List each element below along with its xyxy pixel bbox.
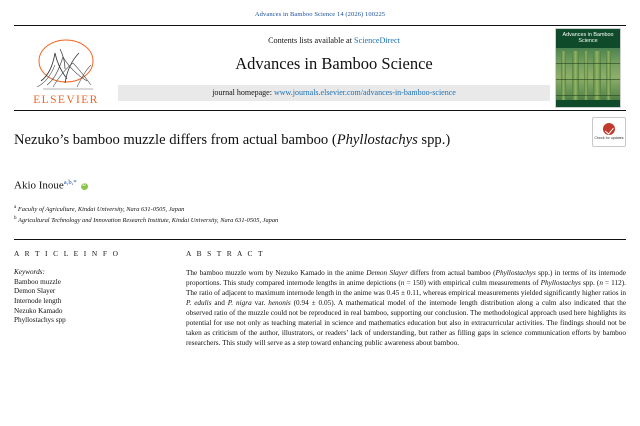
orcid-icon[interactable] xyxy=(81,183,88,190)
contents-line xyxy=(268,36,400,45)
abstract-italic-term: n xyxy=(400,278,405,287)
abstract-segment: var. xyxy=(251,299,269,307)
affiliation-marker-a: a xyxy=(14,204,17,210)
crossmark-badge[interactable] xyxy=(592,117,626,147)
abstract-segment: The bamboo muzzle worn by Nezuko Kamado in the anime xyxy=(186,268,367,277)
sciencedirect-link[interactable]: ScienceDirect xyxy=(354,35,400,45)
affiliation-text-a: Faculty of Agriculture, Kindai University, Nara 631-0505, Japan xyxy=(17,205,185,213)
article-info-heading: A R T I C L E I N F O xyxy=(14,248,120,258)
abstract-column xyxy=(186,249,626,349)
author-affiliation-marker: a,b,* xyxy=(63,179,77,186)
author-name: Akio Inoue xyxy=(14,179,64,192)
journal-homepage-bar xyxy=(118,85,550,101)
publisher-logo xyxy=(14,26,118,110)
keyword-item: Bamboo muzzle xyxy=(14,277,61,286)
keyword-item: Phyllostachys spp xyxy=(14,316,66,325)
title-part-2: spp.) xyxy=(417,132,451,148)
affiliations xyxy=(14,203,626,226)
elsevier-tree-icon xyxy=(25,35,107,93)
abstract-italic-term: P. edulis xyxy=(186,299,212,307)
homepage-prefix: journal homepage: xyxy=(212,88,274,97)
crossmark-label: Check for updates xyxy=(594,136,624,141)
abstract-heading: A B S T R A C T xyxy=(186,248,265,258)
abstract-italic-term: henonis xyxy=(268,299,291,307)
affiliation-b xyxy=(14,214,626,226)
journal-homepage-link[interactable]: www.journals.elsevier.com/advances-in-bamboo-science xyxy=(273,88,456,97)
cover-title: Advances in Bamboo Science xyxy=(556,29,620,48)
abstract-segment: and xyxy=(211,299,228,307)
masthead-center xyxy=(118,26,550,110)
running-head: Advances in Bamboo Science 14 (2026) 100225 xyxy=(254,11,386,18)
abstract-segment: = 150) with empirical culm measurements of xyxy=(404,278,541,287)
cover-bamboo-graphic xyxy=(556,51,620,107)
keywords-label: Keywords: xyxy=(14,267,45,276)
abstract-italic-term: Phyllostachys xyxy=(540,278,581,287)
abstract-italic-term: Phyllostachys xyxy=(495,268,536,277)
keyword-item: Demon Slayer xyxy=(14,287,56,296)
title-genus: Phyllostachys xyxy=(336,132,418,148)
article-info-column xyxy=(14,249,186,349)
abstract-text xyxy=(186,268,626,349)
affiliation-text-b: Agricultural Technology and Innovation Research Institute, Kindai University, Nara 631-0505, Japan xyxy=(17,217,279,225)
title-part-1: Nezuko’s bamboo muzzle differs from actual bamboo ( xyxy=(14,132,337,148)
contents-prefix: Contents lists available at xyxy=(268,35,355,45)
abstract-italic-term: n xyxy=(599,278,603,287)
cover-footer-band xyxy=(556,100,620,107)
abstract-segment: differs from actual bamboo ( xyxy=(407,268,496,277)
elsevier-wordmark: ELSEVIER xyxy=(33,93,99,106)
keyword-item: Internode length xyxy=(14,296,62,305)
info-abstract-columns xyxy=(14,239,626,349)
abstract-italic-term: Demon Slayer xyxy=(366,268,408,277)
title-block xyxy=(14,131,626,165)
affiliation-marker-b: b xyxy=(14,216,17,222)
keyword-item: Nezuko Kamado xyxy=(14,306,63,315)
crossmark-check-icon xyxy=(603,123,615,135)
journal-cover-image xyxy=(555,28,621,108)
abstract-segment: spp.) in terms of its internode proportions. This study compared internode lengths in anime depictions ( xyxy=(186,268,626,287)
journal-title: Advances in Bamboo Science xyxy=(235,53,433,73)
page-title xyxy=(14,131,626,149)
abstract-segment: (0.94 ± 0.05). A mathematical model of the internode length distribution along a culm also indicated that the observed ratio of the muzzle could not be reproduced in real bamboo, supporting our conclusion. The methodological approach used here highlights its potential for use not only as teaching material in science and mathematics education but also in extracurricular activities. The findings should not be taken as criticism of the author, illustrators, or readers’ lack of understanding, but rather as filling gaps in science communication efforts by bamboo researchers. This study will serve as a step toward enhancing public awareness about bamboo. xyxy=(186,299,627,348)
affiliation-a xyxy=(14,203,626,215)
abstract-segment: = 112). The ratio of adjacent to maximum internode length in the anime was 0.45 ± 0.11, whereas empirical measurements yielded significantly higher ratios in xyxy=(186,278,626,297)
abstract-italic-term: P. nigra xyxy=(227,299,252,307)
author-list xyxy=(14,179,626,192)
journal-cover xyxy=(550,26,626,110)
abstract-segment: spp. ( xyxy=(580,278,600,287)
journal-masthead xyxy=(14,25,626,111)
